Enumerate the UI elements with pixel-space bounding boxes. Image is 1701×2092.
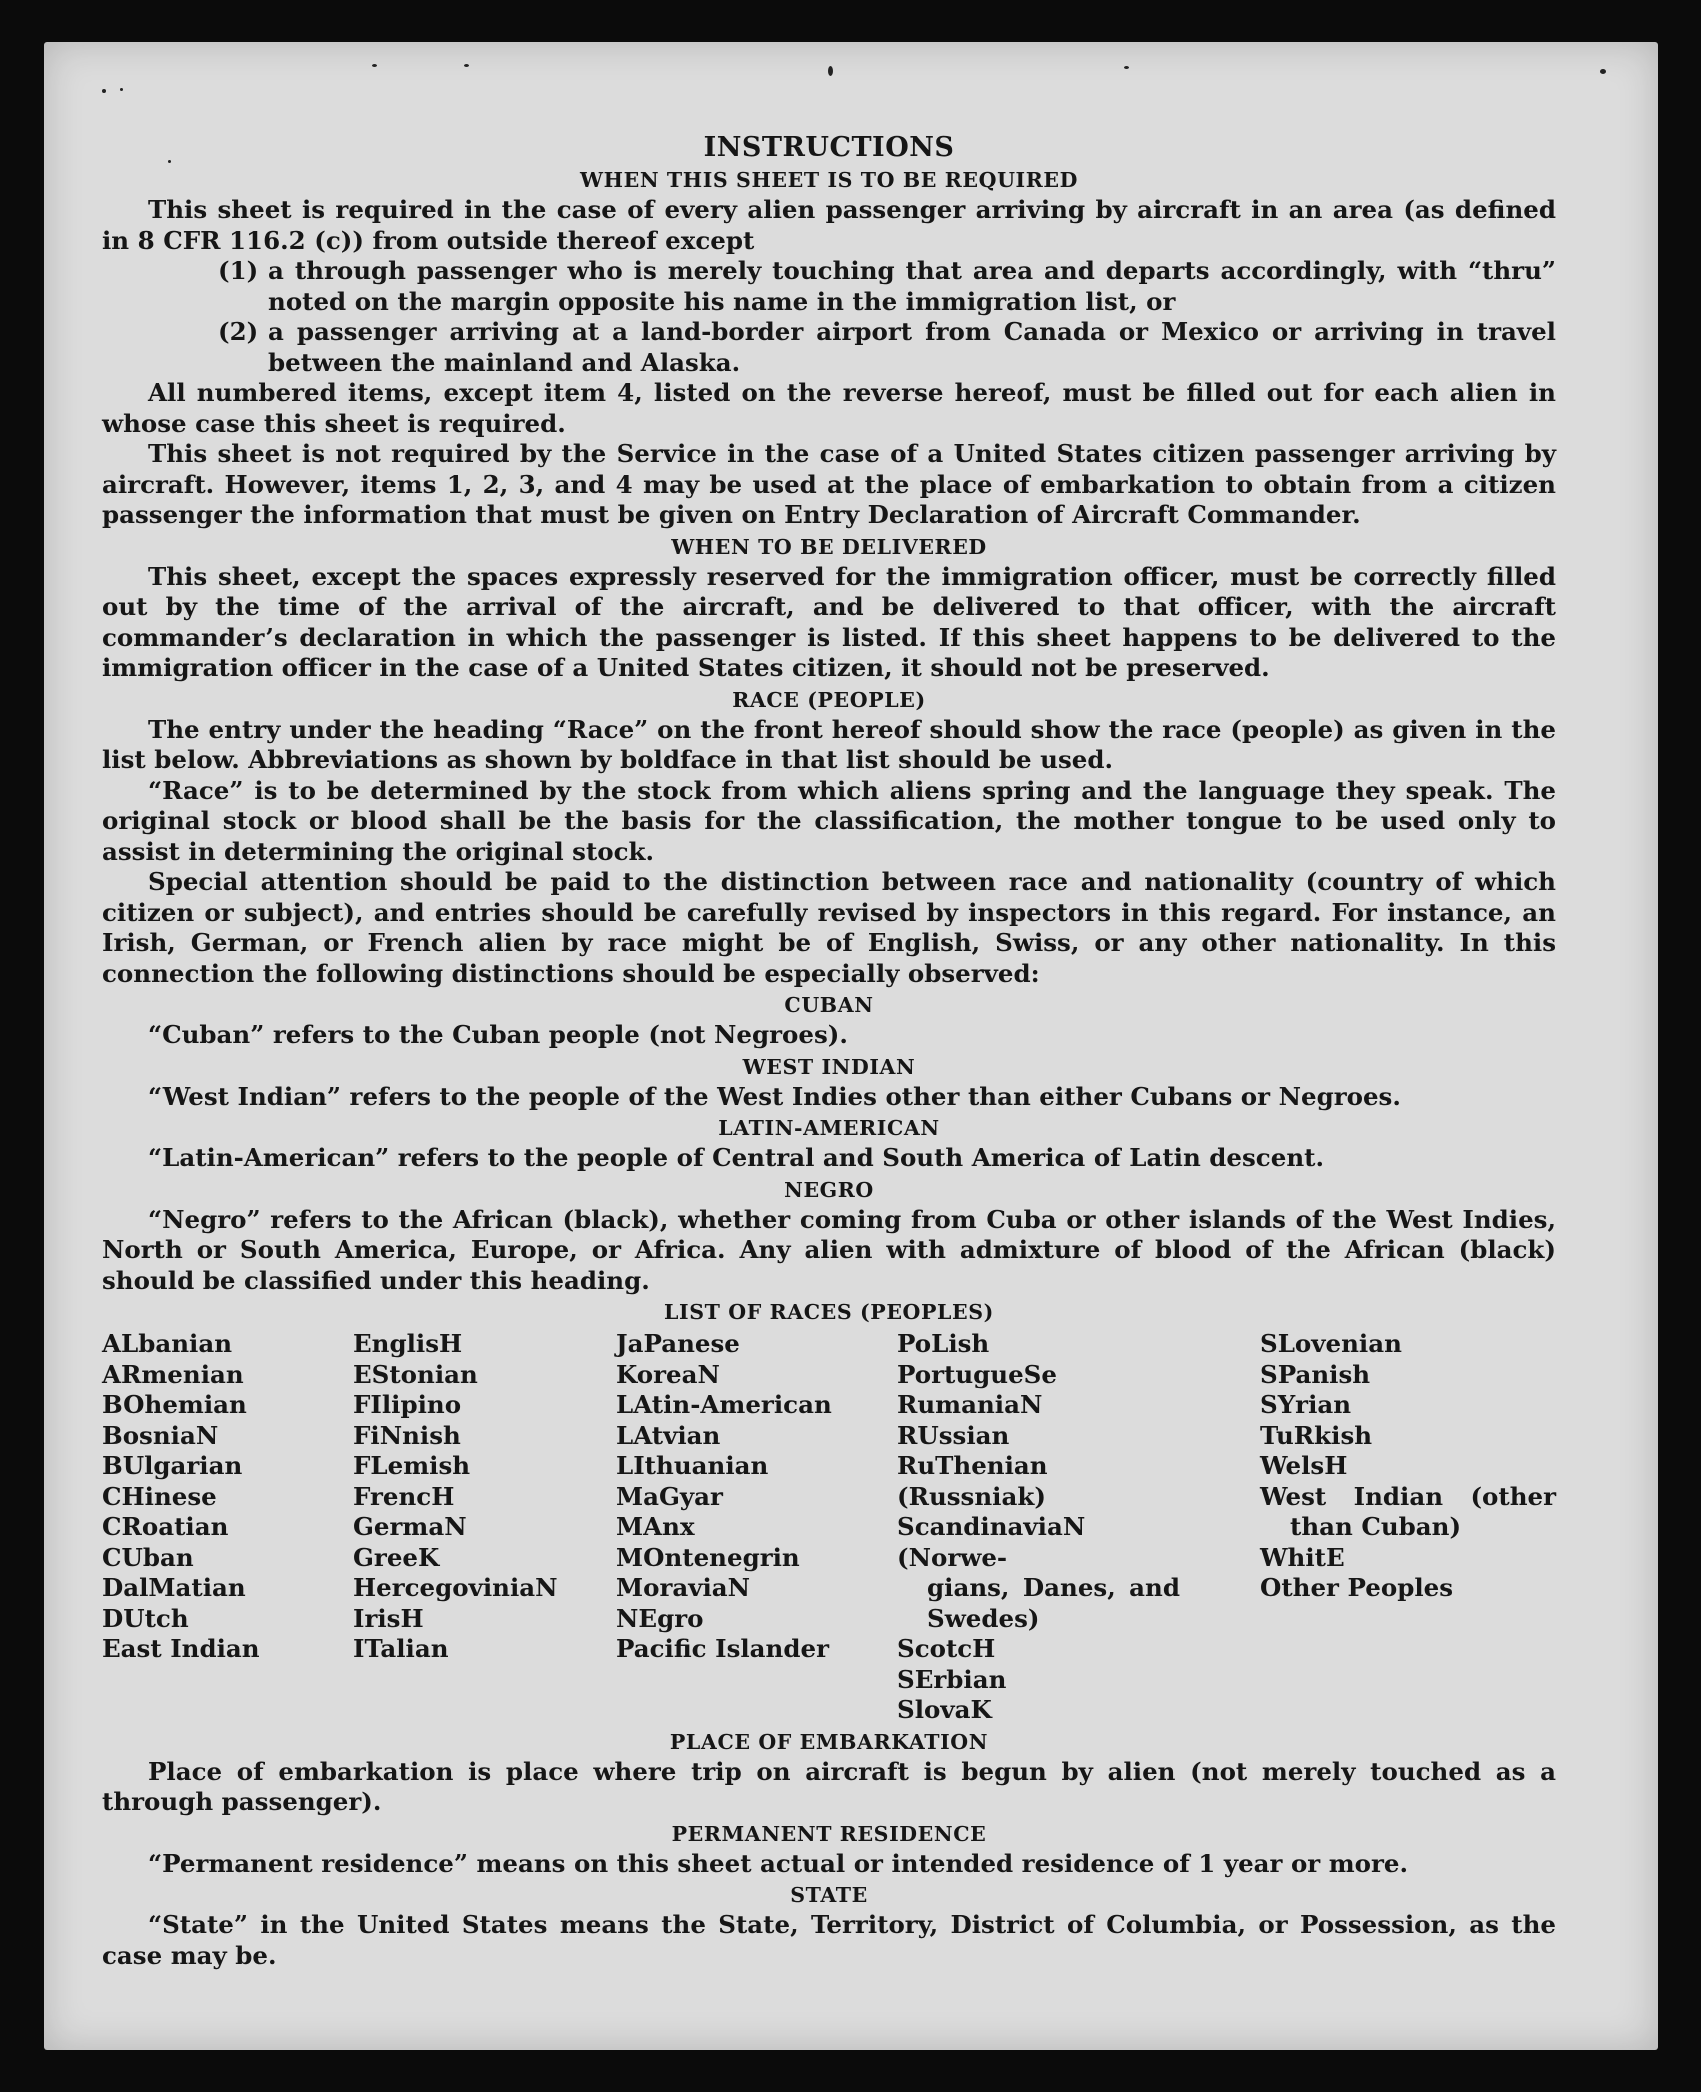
race-entry-continued: gians, Danes, and — [927, 1573, 1180, 1602]
race-entry: FrencH — [353, 1481, 455, 1511]
race-entry: SYrian — [1260, 1390, 1352, 1419]
race-entry: RumaniaN — [897, 1390, 1043, 1419]
paragraph: “State” in the United States means the State, Territory, District of Columbia, or Possession, as the case may be. — [102, 1910, 1556, 1970]
races-column-3 — [616, 1329, 897, 1726]
race-entry: MAnx — [616, 1512, 695, 1541]
paragraph: The entry under the heading “Race” on the front hereof should show the race (people) as given in the list below. Abbreviations as shown by boldface in that list should be used. — [102, 714, 1556, 774]
race-entry: ARmenian — [102, 1359, 244, 1389]
item-number: (2) — [218, 317, 259, 346]
ink-speck — [1600, 69, 1606, 74]
section-heading: PLACE OF EMBARKATION — [669, 1729, 989, 1754]
races-column-2 — [353, 1329, 616, 1726]
race-entry: WhitE — [1260, 1542, 1345, 1572]
paragraph: “West Indian” refers to the people of the West Indies other than either Cubans or Negroes. — [148, 1081, 1401, 1111]
race-entry: Other Peoples — [1260, 1573, 1454, 1602]
race-entry: East Indian — [102, 1634, 260, 1663]
ink-speck — [464, 64, 469, 67]
race-entry: SPanish — [1260, 1359, 1371, 1389]
ink-speck — [1124, 66, 1129, 69]
paragraph: This sheet, except the spaces expressly reserved for the immigration officer, must be correctly filled out by the time of the arrival of the aircraft, and be delivered to that officer, with the aircraft commander’s declaration in which the passenger is listed. If this sheet happens to be delivered to the immigration officer in the case of a United States citizen, it should not be preserved. — [102, 561, 1556, 682]
race-entry: SLovenian — [1260, 1329, 1402, 1358]
race-entry: PortugueSe — [897, 1359, 1057, 1389]
race-entry-continued: than Cuban) — [1290, 1512, 1462, 1541]
item-text: a through passenger who is merely touching that area and departs accordingly, with “thru” noted on the margin opposite his name in the immigration list, or — [268, 256, 1556, 316]
ink-speck — [828, 66, 833, 76]
paragraph: “Negro” refers to the African (black), whether coming from Cuba or other islands of the West Indies, North or South America, Europe, or Africa. Any alien with admixture of blood of the African (black) should be classified under this heading. — [102, 1204, 1556, 1295]
section-heading: LATIN-AMERICAN — [718, 1116, 940, 1140]
list-item — [102, 256, 1556, 317]
race-entry: CHinese — [102, 1481, 217, 1511]
race-entry: RUssian — [897, 1420, 1010, 1450]
section-heading: WHEN THIS SHEET IS TO BE REQUIRED — [580, 168, 1078, 192]
ink-speck — [102, 89, 106, 93]
paragraph: This sheet is required in the case of every alien passenger arriving by aircraft in an area (as defined in 8 CFR 116.2 (c)) from outside thereof except — [102, 195, 1556, 255]
paragraph: Special attention should be paid to the distinction between race and nationality (country of which citizen or subject), and entries should be carefully revised by inspectors in this regard. For instance, an Irish, German, or French alien by race might be of English, Swiss, or any other nationality. In this connection the following distinctions should be especially observed: — [102, 867, 1556, 988]
section-heading: CUBAN — [784, 993, 874, 1017]
section-heading: STATE — [790, 1883, 868, 1907]
race-entry: CUban — [102, 1542, 194, 1572]
race-entry: FLemish — [353, 1451, 471, 1480]
race-entry: BosniaN — [102, 1420, 219, 1450]
section-heading: RACE (PEOPLE) — [732, 687, 926, 712]
race-entry: LAtin-American — [616, 1390, 832, 1419]
race-entry: TuRkish — [1260, 1420, 1373, 1450]
race-entry: CRoatian — [102, 1512, 229, 1541]
paragraph: Place of embarkation is place where trip on aircraft is begun by alien (not merely touched as a through passenger). — [102, 1756, 1556, 1816]
race-entry-continued: Swedes) — [927, 1603, 1040, 1633]
instructions-text — [102, 96, 1556, 1971]
race-entry: DalMatian — [102, 1573, 246, 1602]
races-list — [102, 1329, 1556, 1726]
paragraph: “Latin-American” refers to the people of Central and South America of Latin descent. — [148, 1143, 1324, 1172]
race-entry: NEgro — [616, 1603, 704, 1633]
section-heading: WHEN TO BE DELIVERED — [671, 534, 987, 559]
ink-speck — [120, 88, 123, 91]
item-number: (1) — [218, 256, 259, 285]
race-entry: EStonian — [353, 1359, 478, 1389]
race-entry: Pacific Islander — [616, 1634, 829, 1663]
race-entry: MoraviaN — [616, 1573, 751, 1602]
paragraph: “Permanent residence” means on this sheet actual or intended residence of 1 year or more. — [148, 1848, 1409, 1878]
section-heading: WEST INDIAN — [742, 1054, 916, 1079]
race-entry: GermaN — [353, 1512, 467, 1541]
race-entry: FIlipino — [353, 1390, 462, 1419]
race-entry: SErbian — [897, 1664, 1007, 1694]
race-entry: RuThenian (Russniak) — [897, 1451, 1048, 1511]
race-entry: West Indian (other — [1260, 1481, 1556, 1511]
race-entry: KoreaN — [616, 1359, 720, 1389]
paragraph: This sheet is not required by the Service in the case of a United States citizen passenger arriving by aircraft. However, items 1, 2, 3, and 4 may be used at the place of embarkation to obtain from a citizen passenger the information that must be given on Entry Declaration of Aircraft Commander. — [102, 439, 1556, 529]
race-entry: EnglisH — [353, 1329, 463, 1358]
race-entry: JaPanese — [616, 1329, 740, 1358]
race-entry: ITalian — [353, 1634, 449, 1663]
paragraph: “Cuban” refers to the Cuban people (not Negroes). — [148, 1020, 848, 1049]
race-entry: LIthuanian — [616, 1451, 769, 1480]
race-entry: ScandinaviaN (Norwe- — [897, 1512, 1086, 1572]
races-column-5 — [1260, 1329, 1556, 1726]
race-entry: WelsH — [1260, 1451, 1348, 1480]
ink-speck — [372, 64, 377, 67]
section-heading: PERMANENT RESIDENCE — [671, 1821, 987, 1846]
race-entry: ScotcH — [897, 1634, 996, 1663]
race-entry: IrisH — [353, 1603, 424, 1633]
race-entry: PoLish — [897, 1329, 990, 1358]
race-entry: SlovaK — [897, 1695, 992, 1724]
race-entry: GreeK — [353, 1542, 440, 1572]
race-entry: DUtch — [102, 1603, 189, 1633]
page-title: INSTRUCTIONS — [703, 132, 955, 163]
race-entry: MOntenegrin — [616, 1542, 800, 1572]
race-entry: FiNnish — [353, 1420, 461, 1450]
race-entry: BOhemian — [102, 1390, 247, 1419]
race-entry: ALbanian — [102, 1329, 233, 1358]
race-entry: MaGyar — [616, 1481, 723, 1511]
race-entry: HercegoviniaN — [353, 1573, 558, 1602]
section-heading: NEGRO — [784, 1177, 874, 1202]
item-text: a passenger arriving at a land-border airport from Canada or Mexico or arriving in travel between the mainland and Alaska. — [268, 317, 1556, 377]
race-entry: BUlgarian — [102, 1451, 243, 1480]
paragraph: All numbered items, except item 4, listed on the reverse hereof, must be filled out for each alien in whose case this sheet is required. — [102, 378, 1556, 438]
race-entry: LAtvian — [616, 1420, 721, 1450]
paragraph: “Race” is to be determined by the stock from which aliens spring and the language they speak. The original stock or blood shall be the basis for the classification, the mother tongue to be used only to assist in determining the original stock. — [102, 775, 1556, 866]
races-column-4 — [897, 1329, 1260, 1726]
races-column-1 — [102, 1329, 353, 1726]
list-item — [102, 317, 1556, 378]
section-heading: LIST OF RACES (PEOPLES) — [664, 1300, 994, 1324]
